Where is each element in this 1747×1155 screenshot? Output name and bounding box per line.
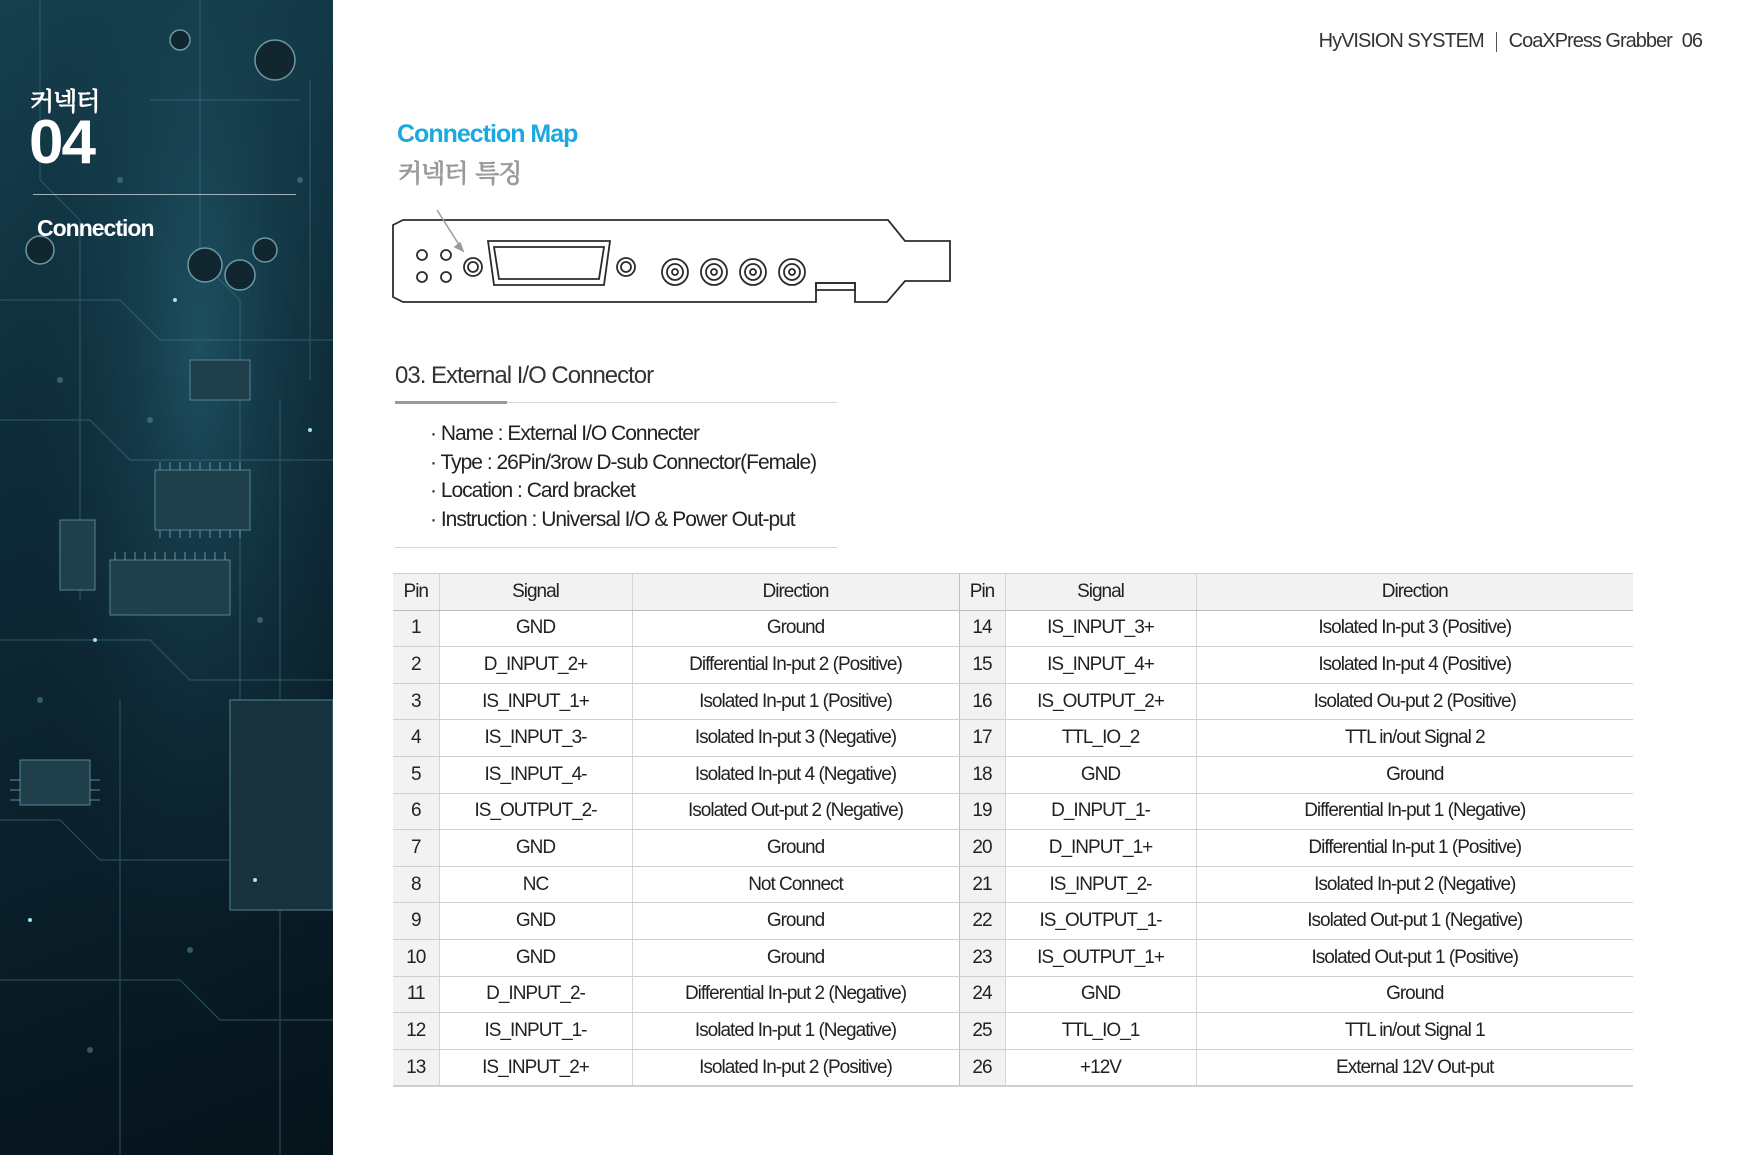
direction-cell: Isolated Out-put 1 (Positive) — [1196, 939, 1633, 976]
pin-cell: 10 — [393, 939, 439, 976]
pin-cell: 26 — [959, 1049, 1005, 1086]
signal-cell: GND — [1005, 756, 1196, 793]
table-row — [393, 683, 1633, 720]
pin-cell: 3 — [393, 683, 439, 720]
table-row — [393, 756, 1633, 793]
direction-cell: Isolated Ou-put 2 (Positive) — [1196, 683, 1633, 720]
sidebar-korean-label: 커넥터 — [30, 87, 100, 116]
header-direction: Direction — [1196, 574, 1633, 611]
header-divider — [1496, 32, 1497, 52]
signal-cell: IS_INPUT_1- — [439, 1013, 632, 1050]
direction-cell: Isolated In-put 4 (Positive) — [1196, 647, 1633, 684]
connection-map-title: Connection Map — [397, 120, 578, 148]
detail-name: · Name : External I/O Connecter — [430, 420, 816, 449]
pin-cell: 17 — [959, 720, 1005, 757]
table-row — [393, 610, 1633, 647]
table-row — [393, 720, 1633, 757]
pin-cell: 9 — [393, 903, 439, 940]
section-bottom-rule — [395, 547, 837, 548]
header-signal: Signal — [1005, 574, 1196, 611]
signal-cell: TTL_IO_1 — [1005, 1013, 1196, 1050]
header-pin: Pin — [959, 574, 1005, 611]
signal-cell: GND — [439, 903, 632, 940]
direction-cell: External 12V Out-put — [1196, 1049, 1633, 1086]
connection-map-subtitle: 커넥터 특징 — [398, 159, 522, 188]
direction-cell: Differential In-put 1 (Negative) — [1196, 793, 1633, 830]
page-number: 06 — [1681, 30, 1702, 52]
table-row — [393, 830, 1633, 867]
direction-cell: Isolated In-put 1 (Negative) — [632, 1013, 959, 1050]
pin-cell: 4 — [393, 720, 439, 757]
signal-cell: IS_INPUT_3- — [439, 720, 632, 757]
table-row — [393, 903, 1633, 940]
pin-cell: 1 — [393, 610, 439, 647]
signal-cell: IS_OUTPUT_2- — [439, 793, 632, 830]
pin-cell: 18 — [959, 756, 1005, 793]
header-direction: Direction — [632, 574, 959, 611]
pin-cell: 22 — [959, 903, 1005, 940]
signal-cell: D_INPUT_1+ — [1005, 830, 1196, 867]
direction-cell: Ground — [1196, 976, 1633, 1013]
signal-cell: D_INPUT_2+ — [439, 647, 632, 684]
direction-cell: Ground — [1196, 756, 1633, 793]
direction-cell: Differential In-put 2 (Negative) — [632, 976, 959, 1013]
brand-name: HyVISION SYSTEM — [1318, 30, 1484, 52]
signal-cell: IS_INPUT_4+ — [1005, 647, 1196, 684]
signal-cell: NC — [439, 866, 632, 903]
header-pin: Pin — [393, 574, 439, 611]
direction-cell: Differential In-put 1 (Positive) — [1196, 830, 1633, 867]
direction-cell: Ground — [632, 610, 959, 647]
pin-cell: 12 — [393, 1013, 439, 1050]
pin-cell: 23 — [959, 939, 1005, 976]
card-bracket-diagram — [390, 205, 960, 320]
direction-cell: Ground — [632, 939, 959, 976]
chapter-number: 04 — [29, 108, 94, 177]
signal-cell: IS_INPUT_3+ — [1005, 610, 1196, 647]
section-title-rule — [395, 402, 837, 403]
pin-cell: 7 — [393, 830, 439, 867]
table-row — [393, 1013, 1633, 1050]
connector-details-list — [430, 420, 816, 534]
sidebar-divider — [33, 194, 296, 195]
signal-cell: IS_INPUT_1+ — [439, 683, 632, 720]
pin-cell: 15 — [959, 647, 1005, 684]
header-signal: Signal — [439, 574, 632, 611]
direction-cell: Isolated Out-put 1 (Negative) — [1196, 903, 1633, 940]
pin-cell: 16 — [959, 683, 1005, 720]
signal-cell: GND — [439, 830, 632, 867]
direction-cell: Ground — [632, 903, 959, 940]
direction-cell: Isolated In-put 3 (Negative) — [632, 720, 959, 757]
pin-cell: 24 — [959, 976, 1005, 1013]
direction-cell: Isolated In-put 2 (Negative) — [1196, 866, 1633, 903]
pin-cell: 8 — [393, 866, 439, 903]
sidebar-panel — [0, 0, 333, 1155]
table-row — [393, 793, 1633, 830]
signal-cell: IS_INPUT_2- — [1005, 866, 1196, 903]
pin-cell: 20 — [959, 830, 1005, 867]
pin-cell: 5 — [393, 756, 439, 793]
sidebar-section-label: Connection — [37, 215, 154, 241]
table-row — [393, 976, 1633, 1013]
detail-instruction: · Instruction : Universal I/O & Power Out-put — [430, 506, 816, 535]
table-row — [393, 647, 1633, 684]
pin-cell: 25 — [959, 1013, 1005, 1050]
section-title: 03. External I/O Connector — [395, 362, 654, 389]
pin-cell: 21 — [959, 866, 1005, 903]
detail-location: · Location : Card bracket — [430, 477, 816, 506]
direction-cell: TTL in/out Signal 1 — [1196, 1013, 1633, 1050]
table-row — [393, 939, 1633, 976]
signal-cell: GND — [439, 610, 632, 647]
direction-cell: Isolated In-put 3 (Positive) — [1196, 610, 1633, 647]
signal-cell: GND — [1005, 976, 1196, 1013]
direction-cell: Isolated In-put 2 (Positive) — [632, 1049, 959, 1086]
direction-cell: Not Connect — [632, 866, 959, 903]
direction-cell: Isolated In-put 1 (Positive) — [632, 683, 959, 720]
table-row — [393, 866, 1633, 903]
direction-cell: Isolated In-put 4 (Negative) — [632, 756, 959, 793]
signal-cell: D_INPUT_2- — [439, 976, 632, 1013]
pin-cell: 13 — [393, 1049, 439, 1086]
pin-assignment-table — [393, 573, 1633, 1087]
signal-cell: IS_INPUT_2+ — [439, 1049, 632, 1086]
pin-cell: 19 — [959, 793, 1005, 830]
signal-cell: GND — [439, 939, 632, 976]
pin-cell: 6 — [393, 793, 439, 830]
signal-cell: IS_INPUT_4- — [439, 756, 632, 793]
signal-cell: IS_OUTPUT_1- — [1005, 903, 1196, 940]
pin-cell: 11 — [393, 976, 439, 1013]
detail-type: · Type : 26Pin/3row D-sub Connector(Female) — [430, 449, 816, 478]
product-name: CoaXPress Grabber — [1508, 30, 1672, 52]
pin-cell: 14 — [959, 610, 1005, 647]
page-header — [1319, 30, 1702, 53]
signal-cell: D_INPUT_1- — [1005, 793, 1196, 830]
signal-cell: IS_OUTPUT_1+ — [1005, 939, 1196, 976]
table-header-row — [393, 574, 1633, 611]
table-row — [393, 1049, 1633, 1086]
direction-cell: Differential In-put 2 (Positive) — [632, 647, 959, 684]
direction-cell: Ground — [632, 830, 959, 867]
direction-cell: TTL in/out Signal 2 — [1196, 720, 1633, 757]
pin-cell: 2 — [393, 647, 439, 684]
signal-cell: IS_OUTPUT_2+ — [1005, 683, 1196, 720]
direction-cell: Isolated Out-put 2 (Negative) — [632, 793, 959, 830]
signal-cell: TTL_IO_2 — [1005, 720, 1196, 757]
signal-cell: +12V — [1005, 1049, 1196, 1086]
